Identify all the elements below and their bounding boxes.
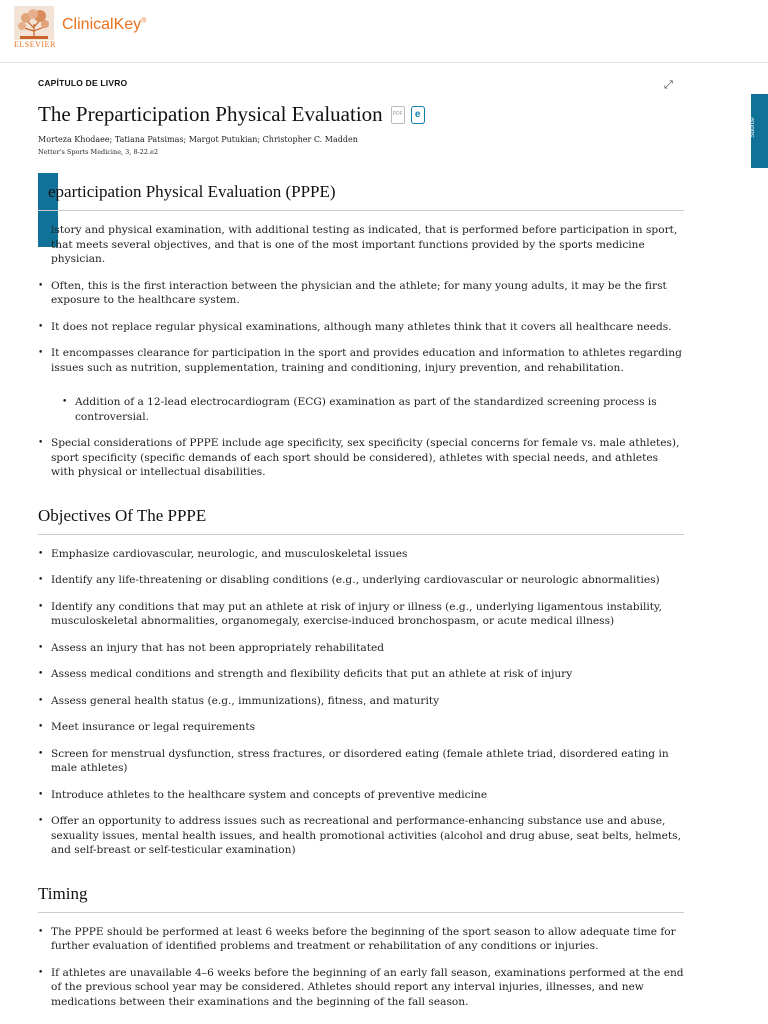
source-tab-label: Source [748,117,756,138]
author-list: Morteza Khodaee; Tatiana Patsimas; Margot Putukian; Christopher C. Madden [38,135,358,144]
brand-mark: ® [141,17,147,25]
list-item: • It encompasses clearance for participation in the sport and provides education and information to athletes regarding issues such as nutrition, supplementation, training and conditioning, injury prevention, and rehabilitation. [38,346,684,375]
page-title: The Preparticipation Physical Evaluation [38,102,383,126]
bullet-list [38,925,684,1010]
publisher-name: ELSEVIER [14,40,56,49]
source-citation: Netter's Sports Medicine, 3, 8-22.e2 [38,148,159,156]
section-heading: Timing [38,884,684,913]
list-item: • Meet insurance or legal requirements [38,720,684,735]
source-tab[interactable] [748,94,768,168]
epub-icon[interactable]: e [411,106,425,124]
brand-name: ClinicalKey [62,16,142,33]
bullet-list [38,547,684,858]
list-item: • If athletes are unavailable 4–6 weeks before the beginning of an early fall season, examinations performed at the end of the previous school year may be considered. Athletes should report any interval injuries, illnesses, and new medications between their examinations and the beginning of the fall season. [38,966,684,1010]
pdf-icon[interactable]: PDF [391,106,405,124]
bullet-list [38,223,684,480]
list-item: • Identify any conditions that may put an athlete at risk of injury or illness (e.g., underlying ligamentous instability, musculoskeletal abnormalities, organomegaly, exercise-induced bronchospasm, or acute medical illness) [38,600,684,629]
section-heading: eparticipation Physical Evaluation (PPPE) [38,182,684,211]
document-type: CAPÍTULO DE LIVRO [38,78,128,88]
list-item: • It does not replace regular physical examinations, although many athletes think that it covers all healthcare needs. [38,320,684,335]
list-item: • Assess general health status (e.g., immunizations), fitness, and maturity [38,694,684,709]
list-item: • Assess medical conditions and strength and flexibility deficits that put an athlete at risk of injury [38,667,684,682]
section-objectives [38,506,684,858]
list-item: • Emphasize cardiovascular, neurologic, and musculoskeletal issues [38,547,684,562]
list-item: • Introduce athletes to the healthcare system and concepts of preventive medicine [38,788,684,803]
close-tab-label: Close [30,200,38,217]
section-timing [38,884,684,1010]
list-item: • The PPPE should be performed at least 6 weeks before the beginning of the sport season to allow adequate time for further evaluation of identified problems and treatment or rehabilitation of any conditions or injuries. [38,925,684,954]
nested-list-item: • Addition of a 12-lead electrocardiogram (ECG) examination as part of the standardized screening process is controversial. [62,395,684,424]
title-row [38,102,684,127]
site-header [0,0,768,63]
list-item: • Special considerations of PPPE include age specificity, sex specificity (special concerns for female vs. male athletes), sport specificity (specific demands of each sport should be considered), athletes with special needs, and athletes with physical or intellectual disabilities. [38,436,684,480]
list-item: • Screen for menstrual dysfunction, stress fractures, or disordered eating (female athlete triad, disordered eating in male athletes) [38,747,684,776]
section-pppe [38,182,684,480]
list-item: • Often, this is the first interaction between the physician and the athlete; for many young adults, it may be the first exposure to the healthcare system. [38,279,684,308]
list-item: • Offer an opportunity to address issues such as recreational and performance-enhancing substance use and abuse, sexuality issues, mental health issues, and health promotional activities (alcohol and drug abuse, seat belts, helmets, and self-breast or self-testicular examination) [38,814,684,858]
section-heading: Objectives Of The PPPE [38,506,684,535]
list-item: • Identify any life-threatening or disabling conditions (e.g., underlying cardiovascular or neurologic abnormalities) [38,573,684,588]
expand-icon[interactable]: ⤢ [664,78,673,91]
list-item: • Assess an injury that has not been appropriately rehabilitated [38,641,684,656]
list-item: istory and physical examination, with additional testing as indicated, that is performed before participation in sport, that meets several objectives, and that is one of the most important functions provided by the sports medicine physician. [51,224,678,265]
clinicalkey-logo[interactable] [62,16,146,34]
article-content [38,78,684,1021]
